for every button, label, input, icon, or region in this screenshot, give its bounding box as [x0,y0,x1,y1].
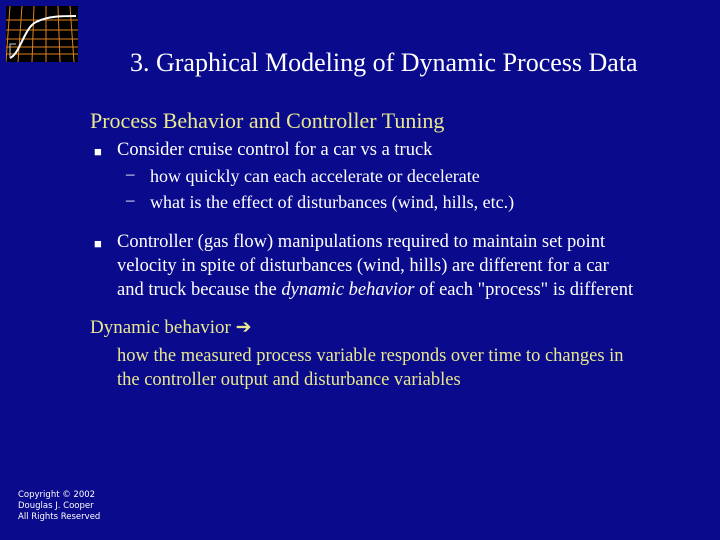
square-bullet-icon: ■ [94,144,102,159]
slide-title: 3. Graphical Modeling of Dynamic Process Data [130,48,638,77]
line-3-suffix: of each "process" is different [414,280,634,300]
bullet-1-text: Consider cruise control for a car vs a truck [117,140,433,160]
logo-grid-icon [6,6,78,62]
copyright-line-2: Douglas J. Cooper [18,501,94,511]
dynamic-behavior-heading [90,316,252,340]
subitem-1: how quickly can each accelerate or decelerate [150,166,480,186]
copyright-line-1: Copyright © 2002 [18,490,96,500]
bullet-2-line-2: velocity in spite of disturbances (wind, hills) are different for a car [117,256,609,276]
dash-icon: – [126,190,135,209]
square-bullet-icon: ■ [94,236,102,251]
bullet-2-line-3 [117,278,633,302]
slide-subtitle: Process Behavior and Controller Tuning [90,108,445,133]
definition-line-1: how the measured process variable responds over time to changes in [117,346,624,366]
copyright-line-3: All Rights Reserved [18,512,101,522]
dynamic-behavior-definition [117,344,624,392]
dynamic-heading-text: Dynamic behavior [90,317,231,338]
definition-line-2: the controller output and disturbance variables [117,370,461,390]
right-arrow-icon: ➔ [235,317,252,338]
dynamic-behavior-emphasis: dynamic behavior [281,280,415,300]
dash-icon: – [126,164,135,183]
copyright-notice [18,490,100,523]
bullet-2-line-1: Controller (gas flow) manipulations required to maintain set point [117,232,606,252]
subitem-2: what is the effect of disturbances (wind, hills, etc.) [150,192,515,212]
line-3-prefix: and truck because the [117,280,282,300]
